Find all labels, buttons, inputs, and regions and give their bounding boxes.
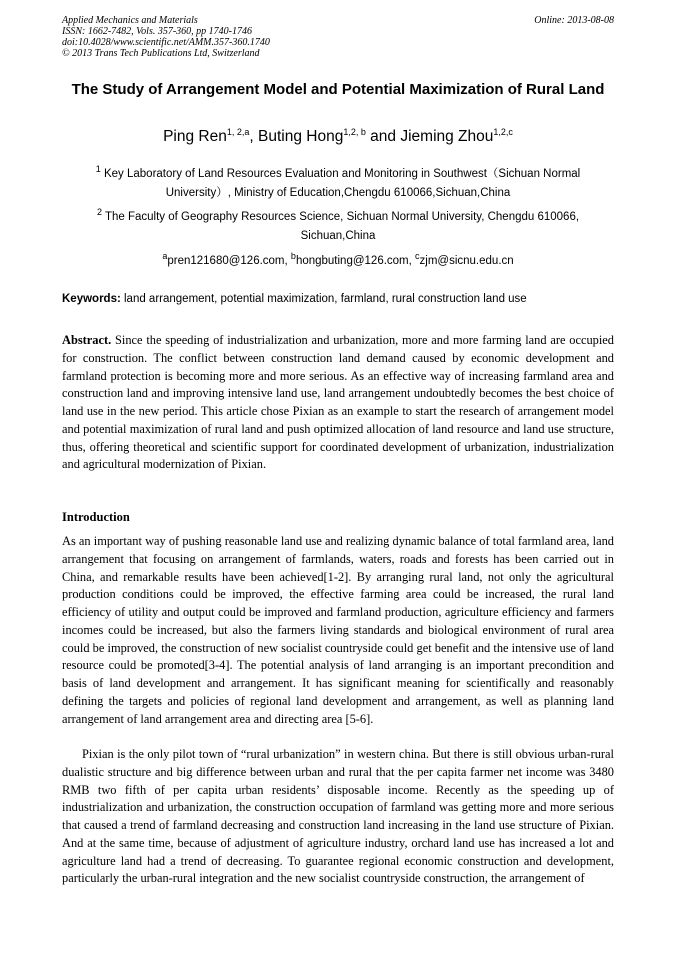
abstract-text: Since the speeding of industrialization and urbanization, more and more farming land are occupied for construction. The conflict between construction land demand caused by economic development and farmland protection is becoming more and more serious. As an effective way of increasing farmland area and construction land and improving intensive land use, land arrangement undoubtedly becomes the best choice of land use in the new period. This article chose Pixian as an example to start the research of arrangement model and potential maximization of rural land and push optimized allocation of land resource and land use structure, thus, offering theoretical and scientific support for coordinated development of urbanization, industrialization and agricultural modernization of Pixian. bbox=[62, 333, 614, 472]
author-affiliation-mark: 1,2,c bbox=[493, 126, 513, 137]
author-affiliation-mark: 1,2, b bbox=[343, 126, 366, 137]
author-list bbox=[62, 127, 614, 147]
section-heading-introduction: Introduction bbox=[62, 510, 130, 524]
affiliation bbox=[62, 208, 614, 246]
issn-line: ISSN: 1662-7482, Vols. 357-360, pp 1740-1746 bbox=[62, 26, 252, 37]
email-address[interactable]: pren121680@126.com bbox=[167, 255, 285, 267]
paper-title: The Study of Arrangement Model and Potential Maximization of Rural Land bbox=[71, 81, 605, 98]
affiliation-text: Key Laboratory of Land Resources Evaluation and Monitoring in Southwest（Sichuan Normal University）, Ministry of Education,Chengdu 610066,Sichuan,China bbox=[103, 168, 581, 199]
keywords-text: land arrangement, potential maximization, farmland, rural construction land use bbox=[124, 293, 527, 305]
abstract-label: Abstract. bbox=[62, 333, 112, 347]
author-separator: , bbox=[249, 128, 259, 145]
email-mark: b bbox=[290, 251, 296, 262]
email-mark: c bbox=[415, 251, 420, 262]
affiliation-number: 2 bbox=[96, 207, 102, 218]
affiliation-text: The Faculty of Geography Resources Science, Sichuan Normal University, Chengdu 610066, Sichuan,China bbox=[104, 211, 580, 242]
body-paragraph: As an important way of pushing reasonable land use and realizing dynamic balance of total farmland area, land arrangement that focusing on arrangement of farmlands, waters, roads and forests has been carried out in China, and remarkable results have been achieved[1-2]. By arranging rural land, not only the agricultural production conditions could be improved, the effective farming area could be increased, the rural land efficiency of utility and output could be improved and farmland production, agriculture efficiency and farmers incomes could be increased, but also the farmers living standards and biological environment of rural area could be improved, the construction of new socialist countryside could get benefit and the intensive use of land resource could be promoted[3-4]. The potential analysis of land arranging is an important precondition and basis of land development and arrangement. It has significant meaning for scientifically and reasonably defining the targets and policies of regional land development and arrangement, as well as planning land arrangement of land arrangement area and directing area [5-6]. bbox=[62, 534, 614, 726]
keywords-label: Keywords: bbox=[62, 293, 121, 305]
email-address[interactable]: hongbuting@126.com bbox=[295, 255, 409, 267]
affiliation-number: 1 bbox=[95, 164, 101, 175]
abstract bbox=[62, 332, 614, 474]
copyright-line: © 2013 Trans Tech Publications Ltd, Switzerland bbox=[62, 48, 260, 59]
affiliation bbox=[62, 165, 614, 203]
journal-header bbox=[62, 15, 614, 59]
email-list: $^a$pren121680@126.com, $^b$hongbuting@126.com, $^c$zjm@sicnu.edu.cn bbox=[162, 251, 514, 267]
doi-line: doi:10.4028/www.scientific.net/AMM.357-360.1740 bbox=[62, 37, 270, 48]
email-mark: a bbox=[162, 251, 168, 262]
body-paragraph: Pixian is the only pilot town of “rural urbanization” in western china. But there is still obvious urban-rural dualistic structure and big difference between urban and rural that the per capita farmer net income was 3480 RMB two fifth of per capita urban residents’ disposable income. Recently as the speeding up of industrialization and urbanization, the construction occupation of farmland was getting more and more serious that caused a trend of farmland decreasing and construction land increasing in the land use structure of Pixian. And at the same time, because of adjustment of agriculture industry, orchard land use has increased a lot and agriculture land had a trend of decreasing. To guarantee regional economic construction and development, particularly the urban-rural integration and the new socialist countryside construction, the arrangement of bbox=[62, 747, 614, 886]
keywords bbox=[62, 290, 622, 308]
author-separator: and bbox=[365, 128, 401, 145]
author-affiliation-mark: 1, 2,a bbox=[226, 126, 250, 137]
journal-name: Applied Mechanics and Materials bbox=[62, 15, 198, 26]
author-name: Jieming Zhou bbox=[400, 128, 494, 145]
author-name: Ping Ren bbox=[163, 128, 227, 145]
online-date: Online: 2013-08-08 bbox=[534, 15, 614, 26]
email-address[interactable]: zjm@sicnu.edu.cn bbox=[419, 255, 514, 267]
author-name: Buting Hong bbox=[258, 128, 344, 145]
